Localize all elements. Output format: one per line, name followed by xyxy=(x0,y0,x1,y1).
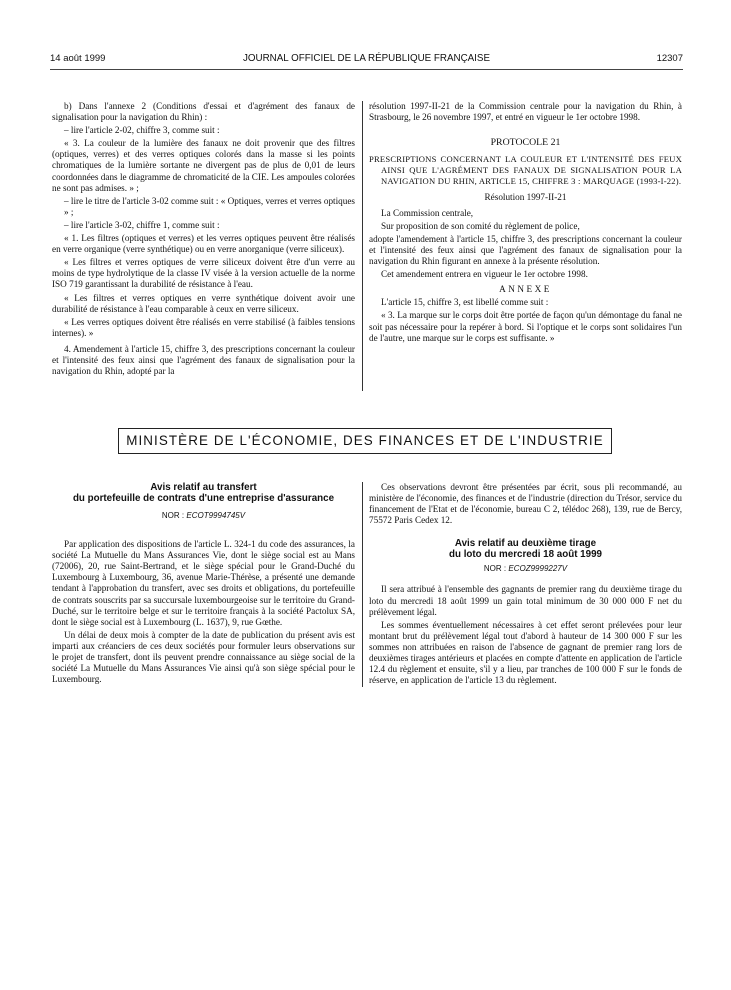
paragraph: Il sera attribué à l'ensemble des gagnants de premier rang du deuxième tirage du loto du mercredi 18 août 1999 un gain total minimum de 30 000 000 F net du prélèvement légal. xyxy=(369,584,682,617)
paragraph: Les sommes éventuellement nécessaires à cet effet seront prélevées pour leur montant brut du prélèvement légal tout d'abord à hauteur de 14 300 000 F sur les sommes non attribuées en raison de l'absence de gagnant de premier rang lors de deuxièmes tirages antérieurs et placées en compte d'attente en application de l'article 12.4 du règlement et ensuite, s'il y a lieu, par tranches de 100 000 F sur le fonds de réserve, en application de l'article 13 du règlement. xyxy=(369,619,682,686)
paragraph: – lire le titre de l'article 3-02 comme suit : « Optiques, verres et verres optiques » ; xyxy=(64,195,355,217)
column-divider xyxy=(362,482,363,687)
nor-label: NOR : xyxy=(161,511,185,520)
header-divider xyxy=(50,69,683,70)
nor-reference xyxy=(52,510,355,521)
paragraph: adopte l'amendement à l'article 15, chiffre 3, des prescriptions concernant la couleur et l'intensité des feux ainsi que l'agrément des fanaux de signalisation pour la navigation du Rhin figurant en annexe à la présente résolution. xyxy=(369,233,682,267)
header-date: 14 août 1999 xyxy=(50,53,106,64)
annexe-title: ANNEXE xyxy=(499,284,552,295)
paragraph: – lire l'article 3-02, chiffre 1, comme suit : xyxy=(64,219,220,230)
paragraph: 4. Amendement à l'article 15, chiffre 3, des prescriptions concernant la couleur et l'intensité des feux ainsi que l'agrément des fanaux de signalisation pour la navigation du Rhin, adopté par la xyxy=(52,343,355,377)
resolution-title: Résolution 1997-II-21 xyxy=(484,191,567,202)
paragraph: « 3. La marque sur le corps doit être portée de façon qu'un démontage du fanal ne soit pas nécessaire pour la repérer à bord. Si l'optique et le corps sont solidaires l'un de l'autre, une marque sur le corps est suffisante. » xyxy=(369,310,682,343)
paragraph: résolution 1997-II-21 de la Commission centrale pour la navigation du Rhin, à Strasbourg, le 26 novembre 1997, et entré en vigueur le 1er octobre 1998. xyxy=(369,101,682,123)
lower-right-column xyxy=(369,482,682,688)
column-divider xyxy=(362,101,363,391)
paragraph: b) Dans l'annexe 2 (Conditions d'essai et d'agrément des fanaux de signalisation pour la navigation du Rhin) : xyxy=(52,101,355,123)
paragraph: La Commission centrale, xyxy=(381,207,474,218)
upper-left-column xyxy=(52,101,355,379)
paragraph: « 1. Les filtres (optiques et verres) et les verres optiques peuvent être réalisés en verre organique (verre synthétique) ou en verre anorganique (verre siliceux). xyxy=(52,233,355,255)
paragraph: « 3. La couleur de la lumière des fanaux ne doit provenir que des filtres (optiques, verres) et des verres optiques colorés dans la masse si les points chromatiques de la lumière sortante ne divergent pas de plus de 0,01 de leurs coordonnées dans le diagramme de chromaticité de la CIE. Les ampoules colorées ne sont pas admises. » ; xyxy=(52,138,355,193)
paragraph: « Les filtres et verres optiques en verre synthétique doivent avoir une durabilité de résistance à l'eau comparable à ceux en verre siliceux. xyxy=(52,292,355,314)
ministry-banner: MINISTÈRE DE L'ÉCONOMIE, DES FINANCES ET DE L'INDUSTRIE xyxy=(118,428,612,454)
paragraph: Ces observations devront être présentées par écrit, sous pli recommandé, au ministère de l'économie, des finances et de l'industrie (direction du Trésor, service du financement de l'Etat et de l'économie, bureau C 2, télédoc 268), 139, rue de Bercy, 75572 Paris Cedex 12. xyxy=(369,482,682,526)
paragraph: « Les verres optiques doivent être réalisés en verre stabilisé (à faibles tensions internes). » xyxy=(52,316,355,338)
avis-title-line: du loto du mercredi 18 août 1999 xyxy=(449,549,602,561)
paragraph: Sur proposition de son comité du règlement de police, xyxy=(381,220,580,231)
paragraph: L'article 15, chiffre 3, est libellé comme suit : xyxy=(381,297,549,308)
paragraph: Un délai de deux mois à compter de la date de publication du présent avis est imparti aux créanciers de ces deux sociétés pour formuler leurs observations sur le projet de transfert, dont ils peuvent prendre connaissance au siège social de la société La Mutuelle du Mans Assurances Vie ainsi qu'à son siège spécial pour le Luxembourg. xyxy=(52,629,355,685)
avis-title-line: du portefeuille de contrats d'une entreprise d'assurance xyxy=(72,493,335,504)
avis-title-line: Avis relatif au deuxième tirage xyxy=(454,538,597,550)
header-title: JOURNAL OFFICIEL DE LA RÉPUBLIQUE FRANÇAISE xyxy=(243,53,490,64)
nor-code: ECOT9994745V xyxy=(186,511,246,520)
protocole-title: PROTOCOLE 21 xyxy=(490,137,561,149)
nor-reference xyxy=(369,563,682,574)
paragraph: Cet amendement entrera en vigueur le 1er octobre 1998. xyxy=(381,269,588,280)
paragraph: « Les filtres et verres optiques de verre siliceux doivent être d'un verre au moins de type hydrolytique de la classe IV visée à la version actuelle de la norme ISO 719 garantissant la durabilité de résistance à l'eau. xyxy=(52,257,355,290)
nor-label: NOR : xyxy=(483,564,507,574)
upper-right-column xyxy=(369,101,682,346)
page-header xyxy=(50,53,683,67)
avis-title-line: Avis relatif au transfert xyxy=(150,482,257,493)
protocole-subtitle: PRESCRIPTIONS CONCERNANT LA COULEUR ET L'INTENSITÉ DES FEUX AINSI QUE L'AGRÉMENT DES FANAUX DE SIGNALISATION POUR LA NAVIGATION DU RHIN, ARTICLE 15, CHIFFRE 3 : MARQUAGE (1993-I-22). xyxy=(369,154,682,187)
paragraph: Par application des dispositions de l'article L. 324-1 du code des assurances, la société La Mutuelle du Mans Assurances Vie, dont le siège social est au Mans (72006), 20, rue Saint-Bertrand, et le siège spécial pour le Grand-Duché du Luxembourg à Luxembourg, 36, avenue Marie-Thérèse, a présenté une demande tendant à l'approbation du transfert, avec ses droits et obligations, du portefeuille de contrats souscrits par sa succursale luxembourgeoise sur le territoire du Grand-Duché, sur le territoire belge et sur le territoire français à la société Pactolux SA, dont le siège social est à Luxembourg (L. 1637), 9, rue Gœthe. xyxy=(52,539,355,627)
page-number: 12307 xyxy=(656,53,683,64)
lower-left-column xyxy=(52,482,355,687)
paragraph: – lire l'article 2-02, chiffre 3, comme suit : xyxy=(64,125,220,136)
nor-code: ECOZ9999227V xyxy=(508,564,568,574)
